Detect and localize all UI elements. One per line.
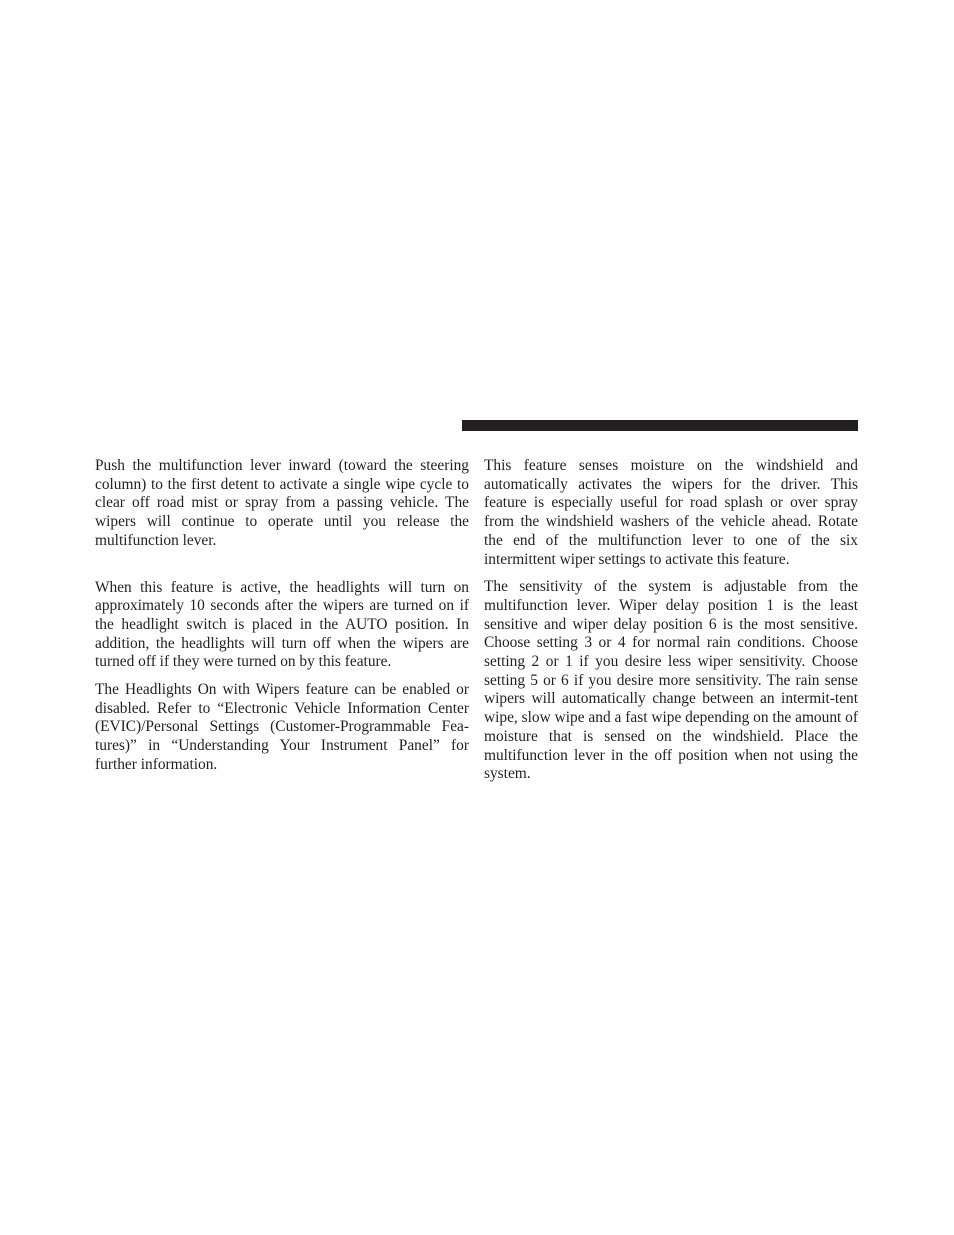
headlights-with-wipers-settings-paragraph: The Headlights On with Wipers feature can be enabled or disabled. Refer to “Electronic Vehicle Information Center (EVIC)/Personal Settings (Customer-Programmable Fea-tures)” in “Understanding Your Instrument Panel” for further information. (95, 681, 469, 773)
right-column (484, 457, 858, 784)
headlights-with-wipers-paragraph: When this feature is active, the headlights will turn on approximately 10 seconds after the wipers are turned on if the headlight switch is placed in the AUTO position. In addition, the headlights will turn off when the wipers are turned off if they were turned on by this feature. (95, 578, 469, 671)
mist-wipe-paragraph: Push the multifunction lever inward (toward the steering column) to the first detent to activate a single wipe cycle to clear off road mist or spray from a passing vehicle. The wipers will continue to operate until you release the multifunction lever. (95, 457, 469, 549)
rain-sensing-intro-paragraph: This feature senses moisture on the windshield and automatically activates the wipers for the driver. This feature is especially useful for road splash or over spray from the windshield washers of the vehicle ahead. Rotate the end of the multifunction lever to one of the six intermittent wiper settings to activate this feature. (484, 457, 858, 568)
left-column (95, 457, 469, 775)
section-header-bar (462, 420, 858, 431)
rain-sensing-sensitivity-paragraph: The sensitivity of the system is adjustable from the multifunction lever. Wiper delay position 1 is the least sensitive and wiper delay position 6 is the most sensitive. Choose setting 3 or 4 for normal rain conditions. Choose setting 2 or 1 if you desire less wiper sensitivity. Choose setting 5 or 6 if you desire more sensitivity. The rain sense wipers will automatically change between an intermit-tent wipe, slow wipe and a fast wipe depending on the amount of moisture that is sensed on the windshield. Place the multifunction lever in the off position when not using the system. (484, 578, 858, 783)
